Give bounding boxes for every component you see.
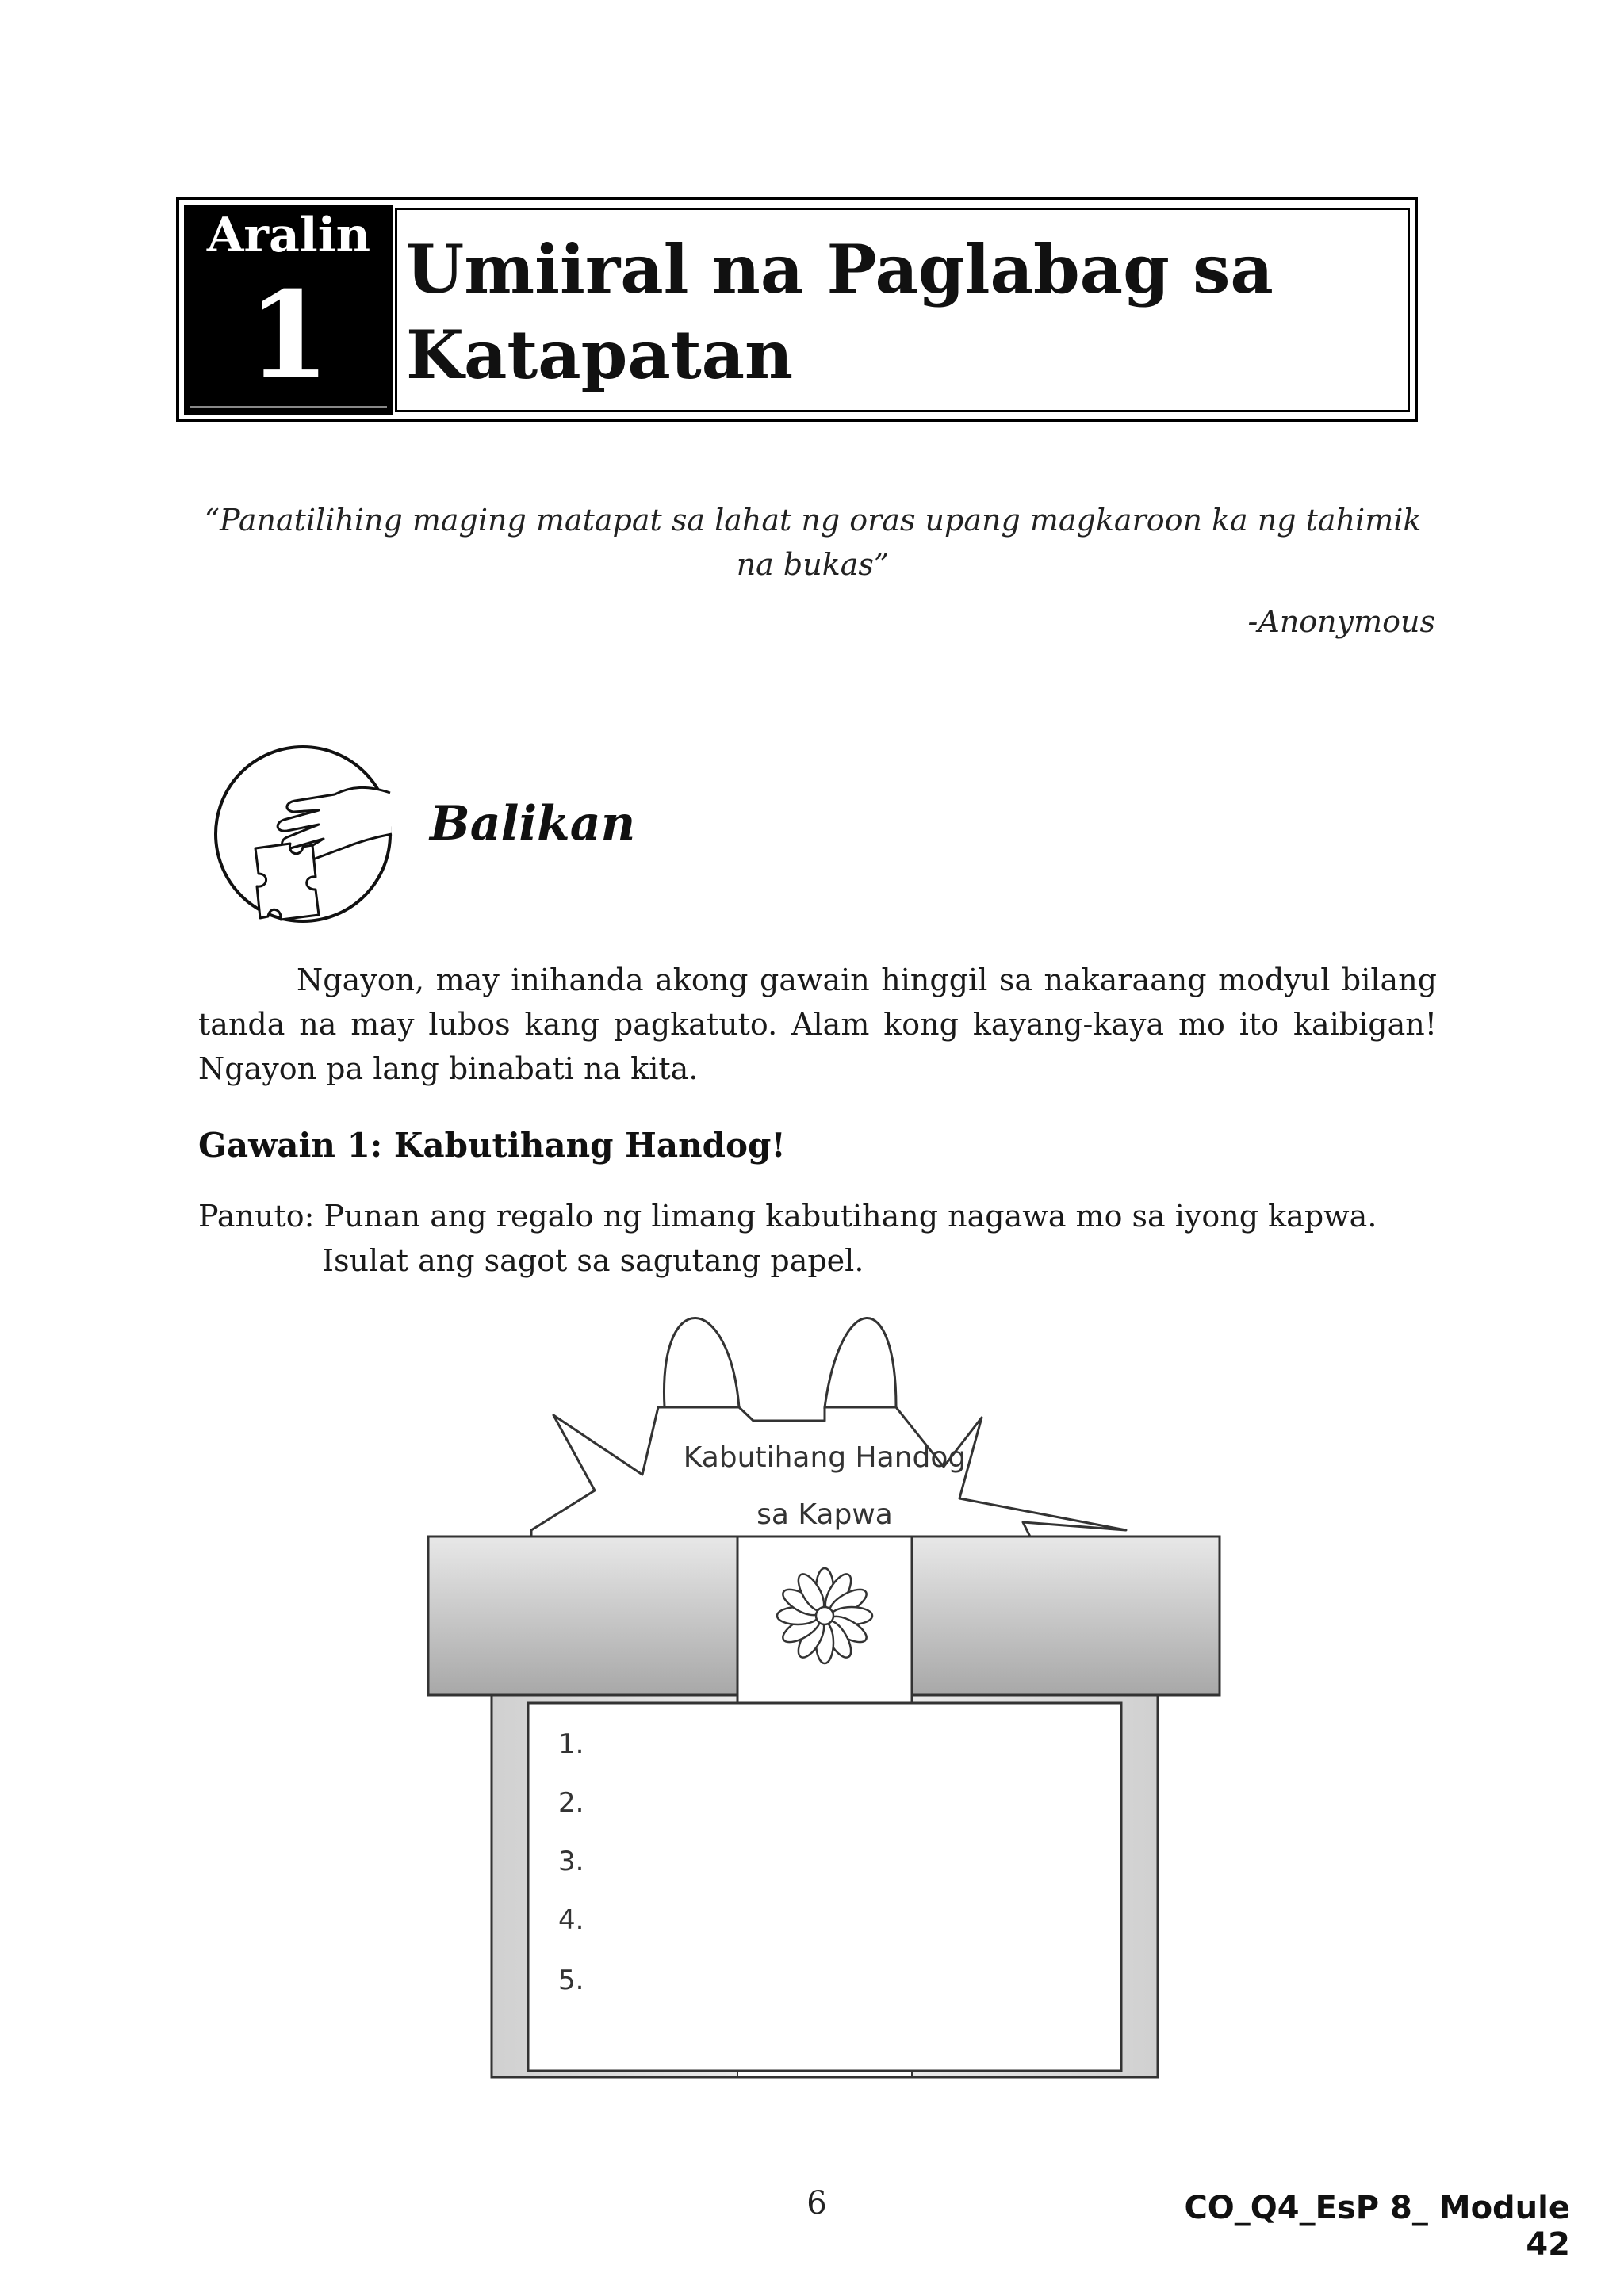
section-title-balikan: Balikan (430, 796, 636, 851)
gift-box-illustration (420, 1284, 1229, 2093)
gift-heading-line-2: sa Kapwa (756, 1498, 893, 1531)
gift-list-item-1: 1. (558, 1728, 584, 1760)
bow-loop-left (664, 1318, 739, 1407)
quote-author: -Anonymous (1247, 604, 1435, 639)
lesson-label: Aralin (206, 208, 371, 263)
badge-divider (190, 406, 387, 408)
module-code: CO_Q4_EsP 8_ Module 42 (1184, 2190, 1570, 2263)
directions-line-1: Punan ang regalo ng limang kabutihang nagawa mo sa iyong kapwa. (324, 1199, 1377, 1234)
bow-loop-right (825, 1318, 896, 1407)
page-number: 6 (806, 2185, 827, 2221)
intro-paragraph: Ngayon, may inihanda akong gawain hinggil sa nakaraang modyul bilang tanda na may lubos kang pagkatuto. Alam kong kayang-kaya mo ito kaibigan! Ngayon pa lang binabati na kita. (198, 962, 1437, 1086)
hand-puzzle-icon (208, 737, 398, 928)
quote-text: “Panatilihing maging matapat sa lahat ng oras upang magkaroon ka ng tahimik na bukas” (204, 503, 1422, 582)
directions-label: Panuto: (198, 1199, 315, 1234)
lesson-title: Umiiral na Paglabag sa Katapatan (406, 230, 1274, 394)
gift-heading-line-1: Kabutihang Handog (683, 1441, 967, 1474)
directions-line-2: Isulat ang sagot sa sagutang papel. (322, 1243, 864, 1278)
gift-list-item-3: 3. (558, 1846, 584, 1877)
gift-list-item-2: 2. (558, 1787, 584, 1819)
activity-title: Gawain 1: Kabutihang Handog! (198, 1126, 786, 1165)
answer-panel (528, 1703, 1121, 2071)
gift-list-item-5: 5. (558, 1965, 584, 1996)
lesson-number: 1 (247, 266, 331, 405)
gift-list-item-4: 4. (558, 1904, 584, 1936)
activity-directions (198, 1194, 1437, 1283)
